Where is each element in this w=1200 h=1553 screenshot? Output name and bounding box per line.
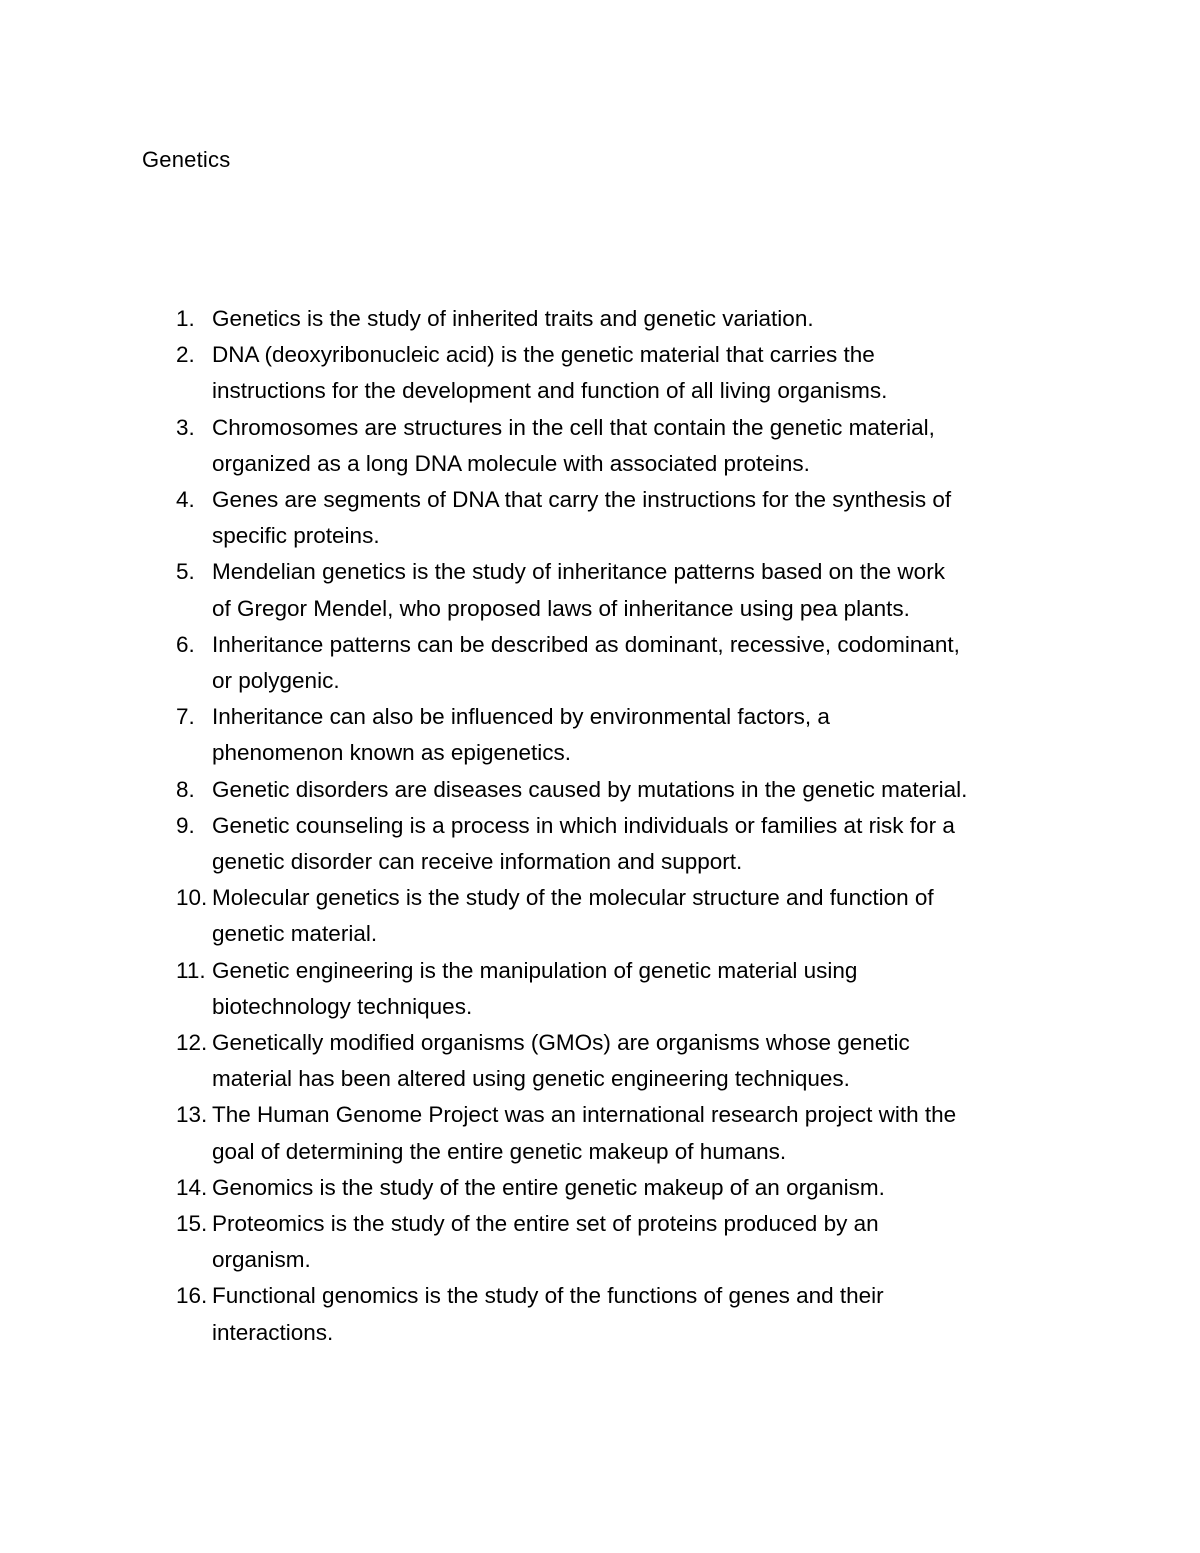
- list-item-number: 11.: [176, 957, 206, 983]
- list-item: [0, 337, 1200, 409]
- numbered-list: [0, 301, 1200, 1351]
- list-item-number: 16.: [176, 1283, 208, 1309]
- list-item-text: organized as a long DNA molecule with associated proteins.: [212, 450, 810, 476]
- list-item-text: Chromosomes are structures in the cell that contain the genetic material,: [212, 414, 935, 440]
- list-item-text: of Gregor Mendel, who proposed laws of inheritance using pea plants.: [212, 595, 910, 621]
- list-item-number: 13.: [176, 1102, 208, 1128]
- list-item: [0, 808, 1200, 880]
- list-item: [0, 880, 1200, 952]
- list-item-text: material has been altered using genetic engineering techniques.: [212, 1066, 850, 1092]
- list-item-text: Functional genomics is the study of the functions of genes and their: [212, 1283, 884, 1309]
- list-item-number: 4.: [176, 487, 195, 513]
- list-item: [0, 627, 1200, 699]
- list-item-text: Inheritance patterns can be described as dominant, recessive, codominant,: [212, 631, 960, 657]
- list-item-text: goal of determining the entire genetic makeup of humans.: [212, 1138, 787, 1164]
- list-item: [0, 410, 1200, 482]
- list-item-number: 6.: [176, 631, 195, 657]
- list-item: [0, 699, 1200, 771]
- list-item-text: instructions for the development and function of all living organisms.: [212, 378, 888, 404]
- list-item-number: 15.: [176, 1211, 208, 1237]
- list-item-number: 5.: [176, 559, 195, 585]
- list-item-number: 10.: [176, 885, 208, 911]
- document-title: Genetics: [142, 147, 231, 172]
- list-item-number: 9.: [176, 812, 195, 838]
- list-item-number: 14.: [176, 1174, 208, 1200]
- list-item-text: biotechnology techniques.: [212, 993, 473, 1019]
- list-item: [0, 482, 1200, 554]
- list-item-text: Genetics is the study of inherited traits and genetic variation.: [212, 306, 814, 331]
- list-item-text: organism.: [212, 1247, 311, 1273]
- list-item: [0, 301, 1200, 337]
- list-item-number: 7.: [176, 704, 195, 730]
- list-item-number: 3.: [176, 414, 195, 440]
- list-item-text: genetic material.: [212, 921, 378, 947]
- list-item-text: Genetic counseling is a process in which individuals or families at risk for a: [212, 812, 955, 838]
- list-item-text: specific proteins.: [212, 523, 380, 549]
- list-item: [0, 1206, 1200, 1278]
- list-item: [0, 1170, 1200, 1206]
- list-item-number: 1.: [176, 306, 195, 331]
- list-item: [0, 772, 1200, 808]
- list-item-number: 2.: [176, 342, 195, 368]
- list-item: [0, 1097, 1200, 1169]
- list-item: [0, 953, 1200, 1025]
- list-item-number: 12.: [176, 1030, 208, 1056]
- list-item-text: Mendelian genetics is the study of inheritance patterns based on the work: [212, 559, 945, 585]
- list-item-text: Genetic disorders are diseases caused by mutations in the genetic material.: [212, 776, 968, 802]
- list-item: [0, 554, 1200, 626]
- list-item-text: or polygenic.: [212, 668, 340, 694]
- list-item-text: Molecular genetics is the study of the molecular structure and function of: [212, 885, 934, 911]
- list-item: [0, 1278, 1200, 1350]
- list-item-text: The Human Genome Project was an international research project with the: [212, 1102, 957, 1128]
- list-item-text: Inheritance can also be influenced by environmental factors, a: [212, 704, 830, 730]
- list-item-text: genetic disorder can receive information and support.: [212, 849, 743, 875]
- list-item-text: Proteomics is the study of the entire set of proteins produced by an: [212, 1211, 879, 1237]
- list-item-text: DNA (deoxyribonucleic acid) is the genetic material that carries the: [212, 342, 875, 368]
- list-item-text: Genetic engineering is the manipulation of genetic material using: [212, 957, 858, 983]
- list-item-text: phenomenon known as epigenetics.: [212, 740, 572, 766]
- list-item-number: 8.: [176, 776, 195, 802]
- list-item-text: Genes are segments of DNA that carry the instructions for the synthesis of: [212, 487, 952, 513]
- list-item-text: interactions.: [212, 1319, 334, 1345]
- list-item: [0, 1025, 1200, 1097]
- list-item-text: Genetically modified organisms (GMOs) are organisms whose genetic: [212, 1030, 910, 1056]
- list-item-text: Genomics is the study of the entire genetic makeup of an organism.: [212, 1174, 885, 1200]
